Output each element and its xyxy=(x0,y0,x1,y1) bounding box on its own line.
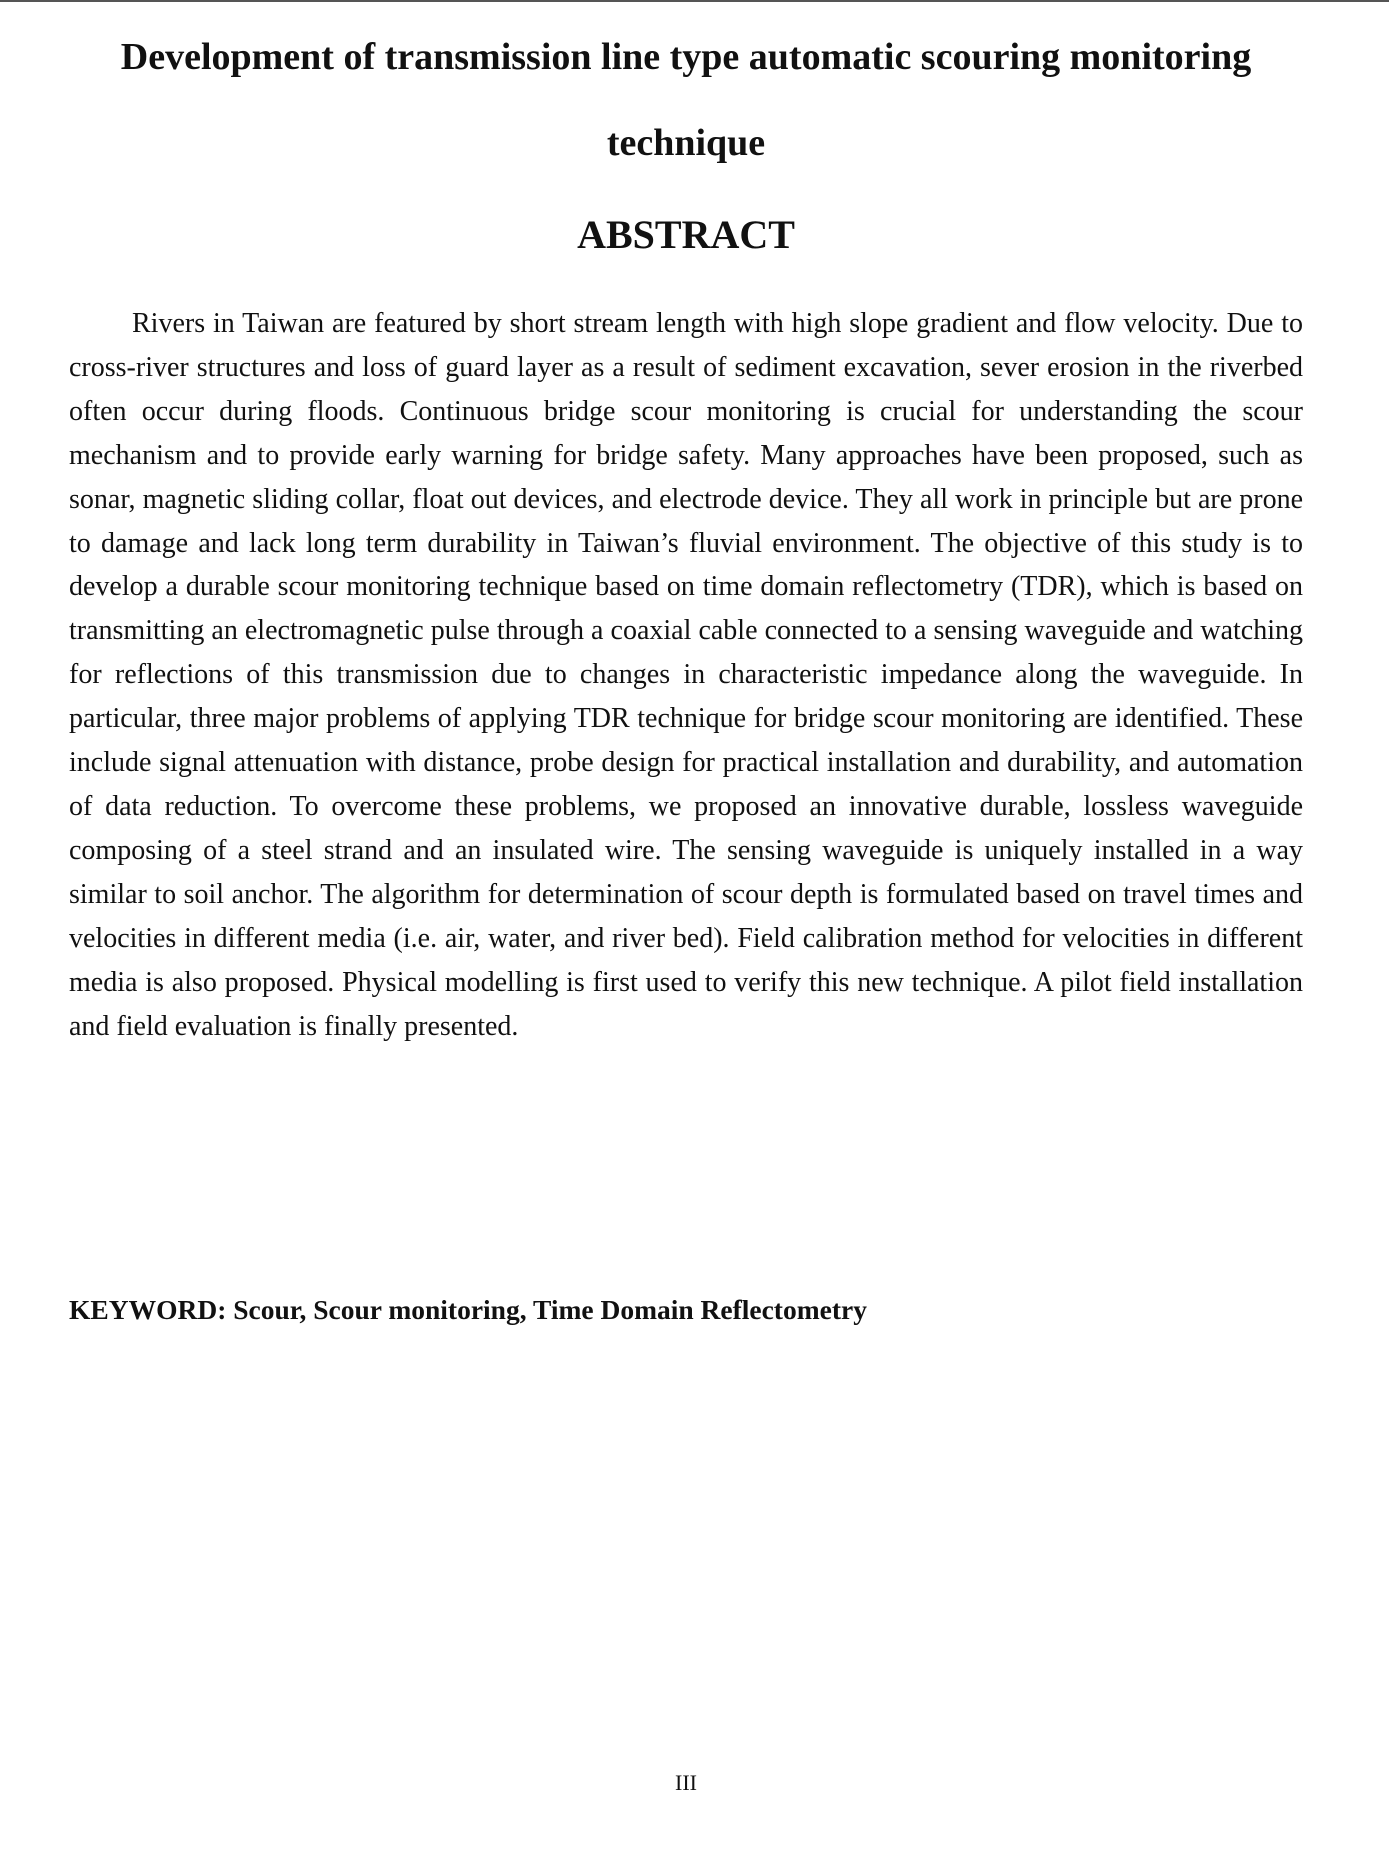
abstract-paragraph: Rivers in Taiwan are featured by short stream length with high slope gradient and flow velocity. Due to cross-river structures and loss of guard layer as a result of sediment excavation, sever erosion in the riverbed often occur during floods. Continuous bridge scour monitoring is crucial for understanding the scour mechanism and to provide early warning for bridge safety. Many approaches have been proposed, such as sonar, magnetic sliding collar, float out devices, and electrode device. They all work in principle but are prone to damage and lack long term durability in Taiwan’s fluvial environment. The objective of this study is to develop a durable scour monitoring technique based on time domain reflectometry (TDR), which is based on transmitting an electromagnetic pulse through a coaxial cable connected to a sensing waveguide and watching for reflections of this transmission due to changes in characteristic impedance along the waveguide. In particular, three major problems of applying TDR technique for bridge scour monitoring are identified. These include signal attenuation with distance, probe design for practical installation and durability, and automation of data reduction. To overcome these problems, we proposed an innovative durable, lossless waveguide composing of a steel strand and an insulated wire. The sensing waveguide is uniquely installed in a way similar to soil anchor. The algorithm for determination of scour depth is formulated based on travel times and velocities in different media (i.e. air, water, and river bed). Field calibration method for velocities in different media is also proposed. Physical modelling is first used to verify this new technique. A pilot field installation and field evaluation is finally presented. xyxy=(69,308,1303,1042)
keywords-line: KEYWORD: Scour, Scour monitoring, Time Domain Reflectometry xyxy=(69,1294,867,1325)
document-title: Development of transmission line type automatic scouring monitoring technique xyxy=(120,36,1252,164)
abstract-heading: ABSTRACT xyxy=(577,212,795,257)
document-page xyxy=(69,0,1303,1852)
page-number: III xyxy=(675,1770,697,1795)
